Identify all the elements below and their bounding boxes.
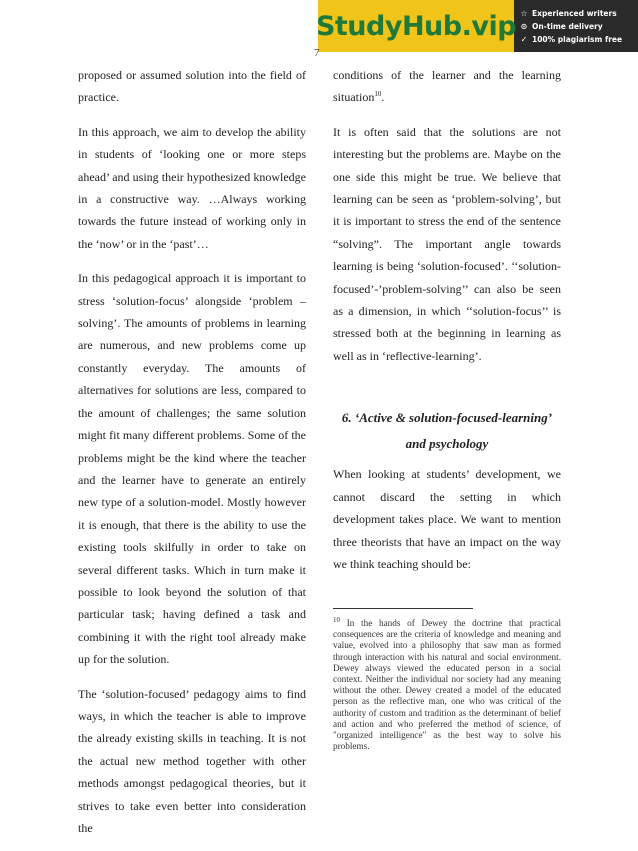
paragraph: In this pedagogical approach it is important to stress ‘solution-focus’ alongside ‘problem – solving’. The amounts of problems in learning are numerous, and new problems come up constantly everyday. The amounts of alternatives for solutions are less, compared to the amount of challenges; the same solution might fit many different problems. Some of the problems might be the kind where the teacher and the learner have to generate an entirely new type of a solution-model. Mostly however it is enough, that there is the ability to use the existing tools skilfully in order to take on several different tasks. Which in turn make it possible to look beyond the solution of that particular task; having defined a task and combining it with the right tool already make up for the solution. xyxy=(78,271,306,667)
footnote-divider xyxy=(333,608,473,609)
paragraph-text: conditions of the learner and the learning situation xyxy=(333,68,561,105)
feature-label: 100% plagiarism free xyxy=(532,34,623,44)
feature-label: Experienced writers xyxy=(532,8,617,18)
paragraph: In this approach, we aim to develop the ability in students of ‘looking one or more steps ahead’ and using their hypothesized knowledge in a constructive way. …Always working towards the future instead of working only in the ‘now’ or in the ‘past’… xyxy=(78,124,306,251)
paragraph: The ‘solution-focused’ pedagogy aims to find ways, in which the teacher is able to improve the already existing skills in teaching. It is not the actual new method together with other methods amongst pedagogical theories, but it strives to take even better into consideration the xyxy=(78,686,306,835)
feature-list xyxy=(514,0,638,52)
feature-item xyxy=(520,9,632,18)
paragraph xyxy=(333,64,561,109)
footnote-ref: 10 xyxy=(374,90,382,99)
footnote xyxy=(333,615,561,752)
footnote-text: In the hands of Dewey the doctrine that practical consequences are the criteria of knowledge and meaning and value, evolved into a philosophy that saw man as formed through interaction with his natural and social environment. Dewey always viewed the educated person in a social context. Neither the individual nor society had any meaning without the other. Dewey created a model of the educated person as the reflective man, one who was critical of the authority of custom and tradition as the determinant of belief and action and who preferred the method of science, of "organized intelligence" as the best way to solve his problems. xyxy=(333,618,561,752)
star-icon: ☆ xyxy=(520,8,528,18)
paragraph: When looking at students’ development, we cannot discard the setting in which development takes place. We want to mention three theorists that have an impact on the way we think teaching should be: xyxy=(333,467,561,571)
feature-item xyxy=(520,35,632,44)
page-number: 7 xyxy=(314,47,320,59)
paragraph: proposed or assumed solution into the field of practice. xyxy=(78,68,306,105)
right-column xyxy=(333,64,561,587)
section-heading xyxy=(333,405,561,457)
heading-line: and psychology xyxy=(405,436,489,452)
shield-icon: ✓ xyxy=(520,34,528,44)
studyhub-logo[interactable]: StudyHub.vip xyxy=(318,0,514,52)
studyhub-banner[interactable] xyxy=(315,0,638,52)
feature-label: On-time delivery xyxy=(532,21,603,31)
heading-line: 6. ‘Active & solution-focused-learning’ xyxy=(341,410,553,426)
clock-icon: ⊙ xyxy=(520,21,528,31)
feature-item xyxy=(520,22,632,31)
paragraph: It is often said that the solutions are not interesting but the problems are. Maybe on the one side this might be true. We believe that learning can be seen as ‘problem-solving’, but it is important to stress the end of the sentence “solving”. The important angle towards learning is being ‘solution-focused’. ‘‘solution-focused’-’problem-solving’’ can also be seen as a dimension, in which ‘‘solution-focus’’ is stressed both at the beginning in learning as well as in ‘reflective-learning’. xyxy=(333,124,561,363)
footnote-marker: 10 xyxy=(333,615,340,624)
paragraph-end: . xyxy=(381,90,385,105)
left-column xyxy=(78,64,306,851)
